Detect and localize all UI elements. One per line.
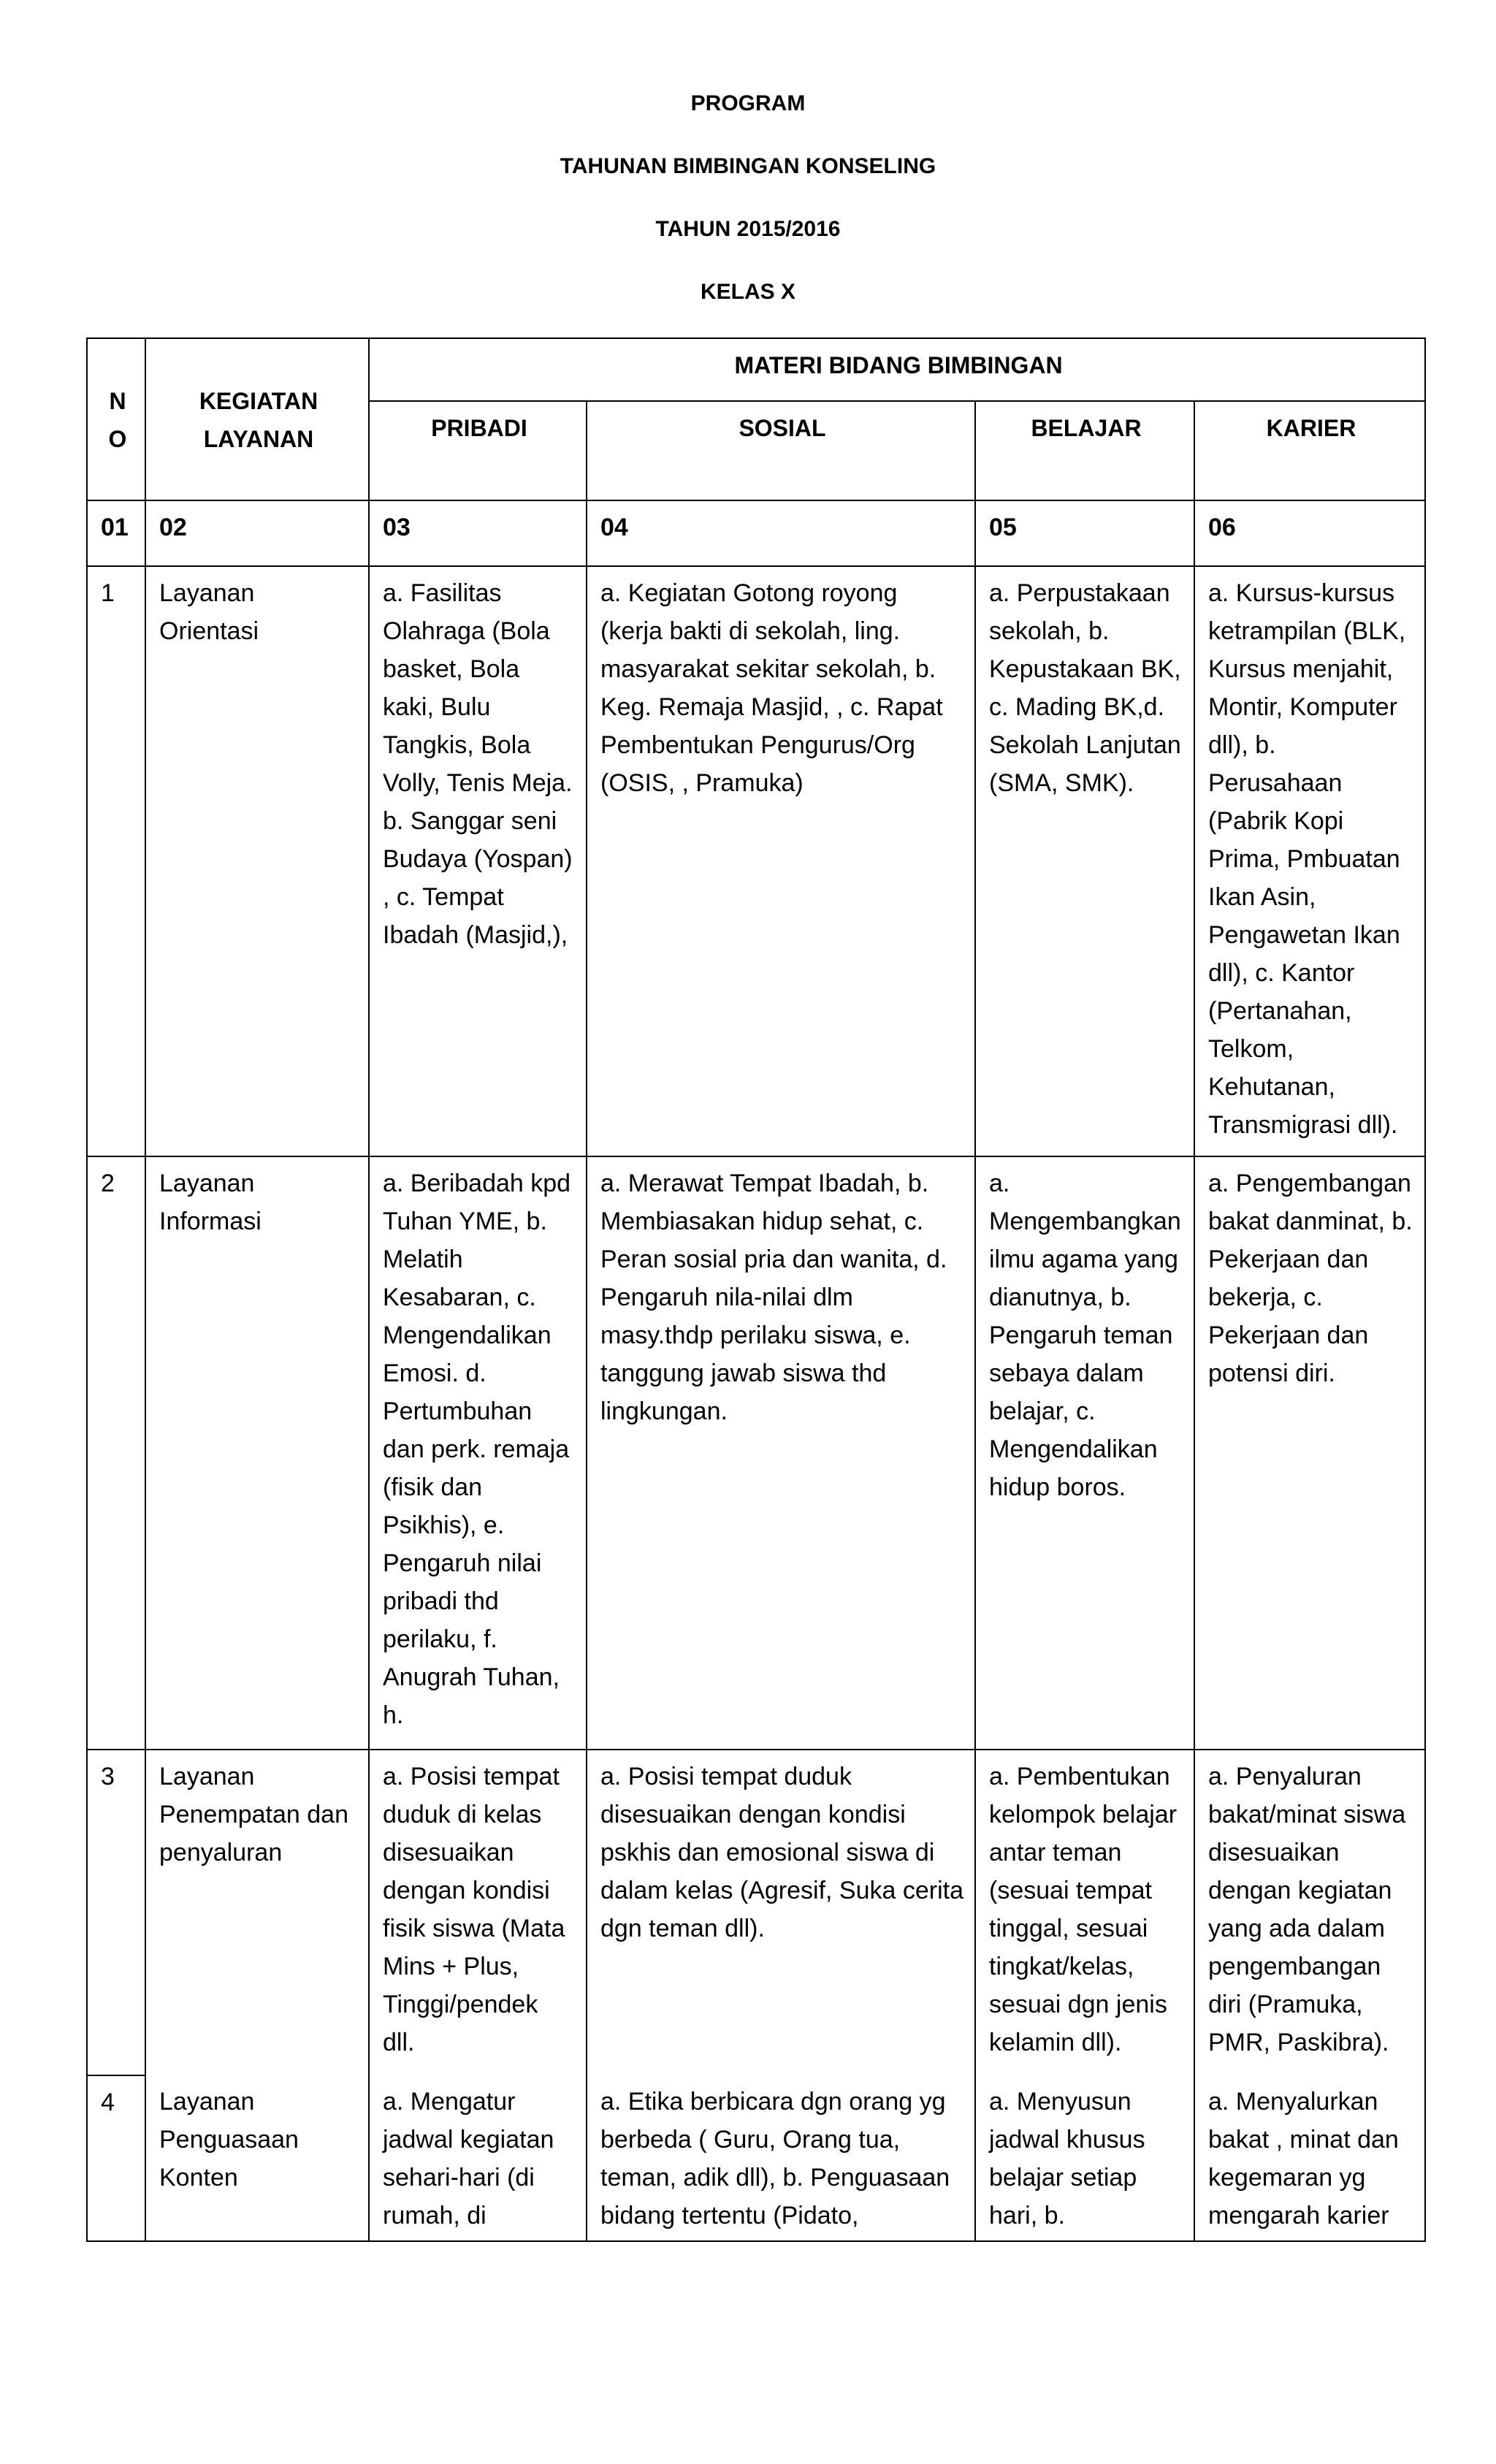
row-kegiatan: Layanan Penempatan dan penyaluran [145, 1750, 369, 2075]
column-number: 04 [587, 500, 975, 566]
table-row [87, 1750, 1425, 2075]
row-belajar: a. Perpustakaan sekolah, b. Kepustakaan BK, c. Mading BK,d. Sekolah Lanjutan (SMA, SMK). [975, 566, 1194, 1156]
row-sosial: a. Merawat Tempat Ibadah, b. Membiasakan hidup sehat, c. Peran sosial pria dan wanita, d. Pengaruh nila-nilai dlm masy.thdp perilaku siswa, e. tanggung jawab siswa thd lingkungan. [587, 1156, 975, 1750]
table-row [87, 566, 1425, 1156]
row-sosial: a. Etika berbicara dgn orang yg berbeda ( Guru, Orang tua, teman, adik dll), b. Penguasaan bidang tertentu (Pidato, [587, 2075, 975, 2241]
row-pribadi: a. Mengatur jadwal kegiatan sehari-hari (di rumah, di [369, 2075, 587, 2241]
column-number-row [87, 500, 1425, 566]
column-number: 06 [1194, 500, 1425, 566]
title-kelas: KELAS X [700, 280, 796, 304]
row-no: 3 [87, 1750, 145, 2075]
column-number: 01 [87, 500, 145, 566]
row-no: 2 [87, 1156, 145, 1750]
title-tahunan: TAHUNAN BIMBINGAN KONSELING [560, 154, 936, 178]
header-karier: KARIER [1194, 401, 1425, 500]
row-belajar: a. Pembentukan kelompok belajar antar teman (sesuai tempat tinggal, sesuai tingkat/kelas, sesuai dgn jenis kelamin dll). [975, 1750, 1194, 2075]
row-karier: a. Menyalurkan bakat , minat dan kegemaran yg mengarah karier [1194, 2075, 1425, 2241]
header-sosial: SOSIAL [587, 401, 975, 500]
header-no [87, 338, 145, 500]
row-belajar: a. Menyusun jadwal khusus belajar setiap hari, b. [975, 2075, 1194, 2241]
row-kegiatan: Layanan Informasi [145, 1156, 369, 1750]
header-kegiatan-top: KEGIATAN [199, 388, 318, 414]
row-pribadi: a. Beribadah kpd Tuhan YME, b. Melatih Kesabaran, c. Mengendalikan Emosi. d. Pertumbuhan dan perk. remaja (fisik dan Psikhis), e. Pengaruh nilai pribadi thd perilaku, f. Anugrah Tuhan, h. [369, 1156, 587, 1750]
row-no: 4 [87, 2075, 145, 2241]
row-sosial: a. Posisi tempat duduk disesuaikan dengan kondisi pskhis dan emosional siswa di dalam kelas (Agresif, Suka cerita dgn teman dll). [587, 1750, 975, 2075]
header-no-bottom: O [108, 426, 127, 452]
row-sosial: a. Kegiatan Gotong royong (kerja bakti di sekolah, ling. masyarakat sekitar sekolah, b. Keg. Remaja Masjid, , c. Rapat Pembentukan Pengurus/Org (OSIS, , Pramuka) [587, 566, 975, 1156]
row-karier: a. Kursus-kursus ketrampilan (BLK, Kursus menjahit, Montir, Komputer dll), b. Perusahaan (Pabrik Kopi Prima, Pmbuatan Ikan Asin, Pengawetan Ikan dll), c. Kantor (Pertanahan, Telkom, Kehutanan, Transmigrasi dll). [1194, 566, 1425, 1156]
header-row-top [87, 338, 1425, 401]
column-number: 03 [369, 500, 587, 566]
row-kegiatan: Layanan Penguasaan Konten [145, 2075, 369, 2241]
row-karier: a. Pengembangan bakat danminat, b. Pekerjaan dan bekerja, c. Pekerjaan dan potensi diri. [1194, 1156, 1425, 1750]
column-number: 05 [975, 500, 1194, 566]
header-kegiatan [145, 338, 369, 500]
row-no: 1 [87, 566, 145, 1156]
header-kegiatan-bottom: LAYANAN [203, 426, 314, 452]
row-belajar: a. Mengembangkan ilmu agama yang dianutnya, b. Pengaruh teman sebaya dalam belajar, c. Mengendalikan hidup boros. [975, 1156, 1194, 1750]
header-materi: MATERI BIDANG BIMBINGAN [369, 338, 1425, 401]
table-row [87, 2075, 1425, 2241]
column-number: 02 [145, 500, 369, 566]
header-belajar: BELAJAR [975, 401, 1194, 500]
row-pribadi: a. Fasilitas Olahraga (Bola basket, Bola kaki, Bulu Tangkis, Bola Volly, Tenis Meja. b. Sanggar seni Budaya (Yospan) , c. Tempat Ibadah (Masjid,), [369, 566, 587, 1156]
program-table [86, 337, 1426, 2242]
header-pribadi: PRIBADI [369, 401, 587, 500]
row-kegiatan: Layanan Orientasi [145, 566, 369, 1156]
header-no-top: N [109, 388, 126, 414]
row-karier: a. Penyaluran bakat/minat siswa disesuaikan dengan kegiatan yang ada dalam pengembangan diri (Pramuka, PMR, Paskibra). [1194, 1750, 1425, 2075]
title-tahun: TAHUN 2015/2016 [655, 217, 841, 241]
title-program: PROGRAM [690, 91, 806, 115]
table-row [87, 1156, 1425, 1750]
row-pribadi: a. Posisi tempat duduk di kelas disesuaikan dengan kondisi fisik siswa (Mata Mins + Plus, Tinggi/pendek dll. [369, 1750, 587, 2075]
